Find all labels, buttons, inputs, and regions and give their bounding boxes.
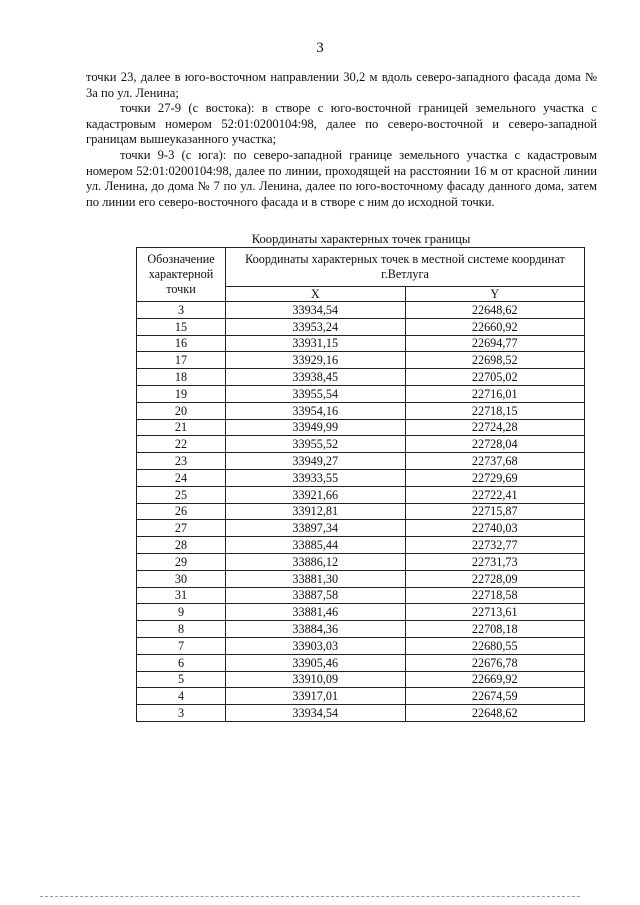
cell-point: 5: [137, 671, 226, 688]
cell-y: 22737,68: [405, 453, 585, 470]
cell-point: 24: [137, 469, 226, 486]
table-row: [137, 503, 585, 520]
cell-y: 22676,78: [405, 654, 585, 671]
cell-point: 3: [137, 302, 226, 319]
table-row: [137, 671, 585, 688]
cell-x: 33910,09: [226, 671, 406, 688]
table-row: [137, 604, 585, 621]
cell-x: 33931,15: [226, 335, 406, 352]
table-row: [137, 553, 585, 570]
table-caption: Координаты характерных точек границы: [251, 232, 471, 246]
cell-point: 31: [137, 587, 226, 604]
cell-y: 22729,69: [405, 469, 585, 486]
cell-x: 33881,30: [226, 570, 406, 587]
cell-point: 23: [137, 453, 226, 470]
cell-point: 17: [137, 352, 226, 369]
table-row: [137, 621, 585, 638]
cell-x: 33884,36: [226, 621, 406, 638]
cell-point: 21: [137, 419, 226, 436]
cell-point: 25: [137, 486, 226, 503]
cell-y: 22674,59: [405, 688, 585, 705]
cell-y: 22724,28: [405, 419, 585, 436]
cell-y: 22728,09: [405, 570, 585, 587]
header-coordinate-system: Координаты характерных точек в местной системе координат г.Ветлуга: [226, 248, 585, 287]
cell-point: 19: [137, 385, 226, 402]
cell-y: 22718,58: [405, 587, 585, 604]
cell-point: 18: [137, 369, 226, 386]
cell-y: 22660,92: [405, 318, 585, 335]
cell-x: 33934,54: [226, 705, 406, 722]
cell-point: 30: [137, 570, 226, 587]
table-row: [137, 469, 585, 486]
cell-x: 33921,66: [226, 486, 406, 503]
table-row: [137, 453, 585, 470]
table-row: [137, 436, 585, 453]
cell-y: 22648,62: [405, 705, 585, 722]
cell-x: 33949,99: [226, 419, 406, 436]
paragraph-points-27-9: точки 27-9 (с востока): в створе с юго-восточной границей земельного участка с кадастровым номером 52:01:0200104:98, далее по северо-восточной и северо-западной границам вышеуказанного участка;: [86, 101, 597, 147]
cell-x: 33905,46: [226, 654, 406, 671]
header-point-designation: Обозначение характерной точки: [137, 248, 226, 302]
cell-y: 22648,62: [405, 302, 585, 319]
cell-point: 9: [137, 604, 226, 621]
paragraph-point-23: точки 23, далее в юго-восточном направлении 30,2 м вдоль северо-западного фасада дома № 3а по ул. Ленина;: [86, 70, 597, 100]
cell-point: 16: [137, 335, 226, 352]
table-row: [137, 520, 585, 537]
cell-y: 22722,41: [405, 486, 585, 503]
cell-y: 22713,61: [405, 604, 585, 621]
cell-point: 28: [137, 537, 226, 554]
cell-x: 33933,55: [226, 469, 406, 486]
cell-point: 15: [137, 318, 226, 335]
cell-point: 8: [137, 621, 226, 638]
cell-point: 4: [137, 688, 226, 705]
cell-x: 33934,54: [226, 302, 406, 319]
cell-x: 33954,16: [226, 402, 406, 419]
table-row: [137, 385, 585, 402]
cell-y: 22716,01: [405, 385, 585, 402]
table-row: [137, 705, 585, 722]
cell-x: 33953,24: [226, 318, 406, 335]
cell-y: 22731,73: [405, 553, 585, 570]
coordinates-table: [136, 247, 585, 722]
cell-x: 33897,34: [226, 520, 406, 537]
cell-x: 33886,12: [226, 553, 406, 570]
cell-point: 29: [137, 553, 226, 570]
cell-point: 22: [137, 436, 226, 453]
table-row: [137, 570, 585, 587]
table-row: [137, 688, 585, 705]
table-body: [137, 302, 585, 722]
table-row: [137, 402, 585, 419]
cell-y: 22708,18: [405, 621, 585, 638]
paragraph-points-9-3: точки 9-3 (с юга): по северо-западной границе земельного участка с кадастровым номером 52:01:0200104:98, далее по линии, проходящей на расстоянии 16 м от красной линии ул. Ленина, до дома № 7 по ул. Ленина, далее по юго-восточному фасаду данного дома, затем по линии его северо-восточного фасада и в створе с ним до исходной точки.: [86, 147, 597, 209]
cell-x: 33912,81: [226, 503, 406, 520]
cell-y: 22680,55: [405, 637, 585, 654]
cell-point: 6: [137, 654, 226, 671]
cell-y: 22705,02: [405, 369, 585, 386]
table-row: [137, 637, 585, 654]
table-row: [137, 537, 585, 554]
page-number: 3: [316, 40, 324, 56]
cell-point: 27: [137, 520, 226, 537]
cell-y: 22698,52: [405, 352, 585, 369]
cell-x: 33949,27: [226, 453, 406, 470]
table-row: [137, 302, 585, 319]
table-row: [137, 486, 585, 503]
body-text: [86, 70, 597, 210]
table-row: [137, 587, 585, 604]
cell-y: 22740,03: [405, 520, 585, 537]
cell-x: 33917,01: [226, 688, 406, 705]
table-row: [137, 352, 585, 369]
footer-divider: [40, 896, 580, 897]
cell-point: 26: [137, 503, 226, 520]
cell-x: 33955,54: [226, 385, 406, 402]
table-row: [137, 335, 585, 352]
header-y: Y: [405, 287, 585, 302]
table-row: [137, 419, 585, 436]
cell-y: 22728,04: [405, 436, 585, 453]
header-x: X: [226, 287, 406, 302]
cell-x: 33955,52: [226, 436, 406, 453]
cell-point: 3: [137, 705, 226, 722]
table-row: [137, 318, 585, 335]
cell-y: 22669,92: [405, 671, 585, 688]
cell-x: 33929,16: [226, 352, 406, 369]
cell-x: 33938,45: [226, 369, 406, 386]
cell-x: 33903,03: [226, 637, 406, 654]
table-row: [137, 654, 585, 671]
table-row: [137, 369, 585, 386]
cell-x: 33885,44: [226, 537, 406, 554]
cell-x: 33887,58: [226, 587, 406, 604]
cell-y: 22718,15: [405, 402, 585, 419]
cell-point: 20: [137, 402, 226, 419]
cell-x: 33881,46: [226, 604, 406, 621]
cell-point: 7: [137, 637, 226, 654]
cell-y: 22694,77: [405, 335, 585, 352]
cell-y: 22732,77: [405, 537, 585, 554]
cell-y: 22715,87: [405, 503, 585, 520]
